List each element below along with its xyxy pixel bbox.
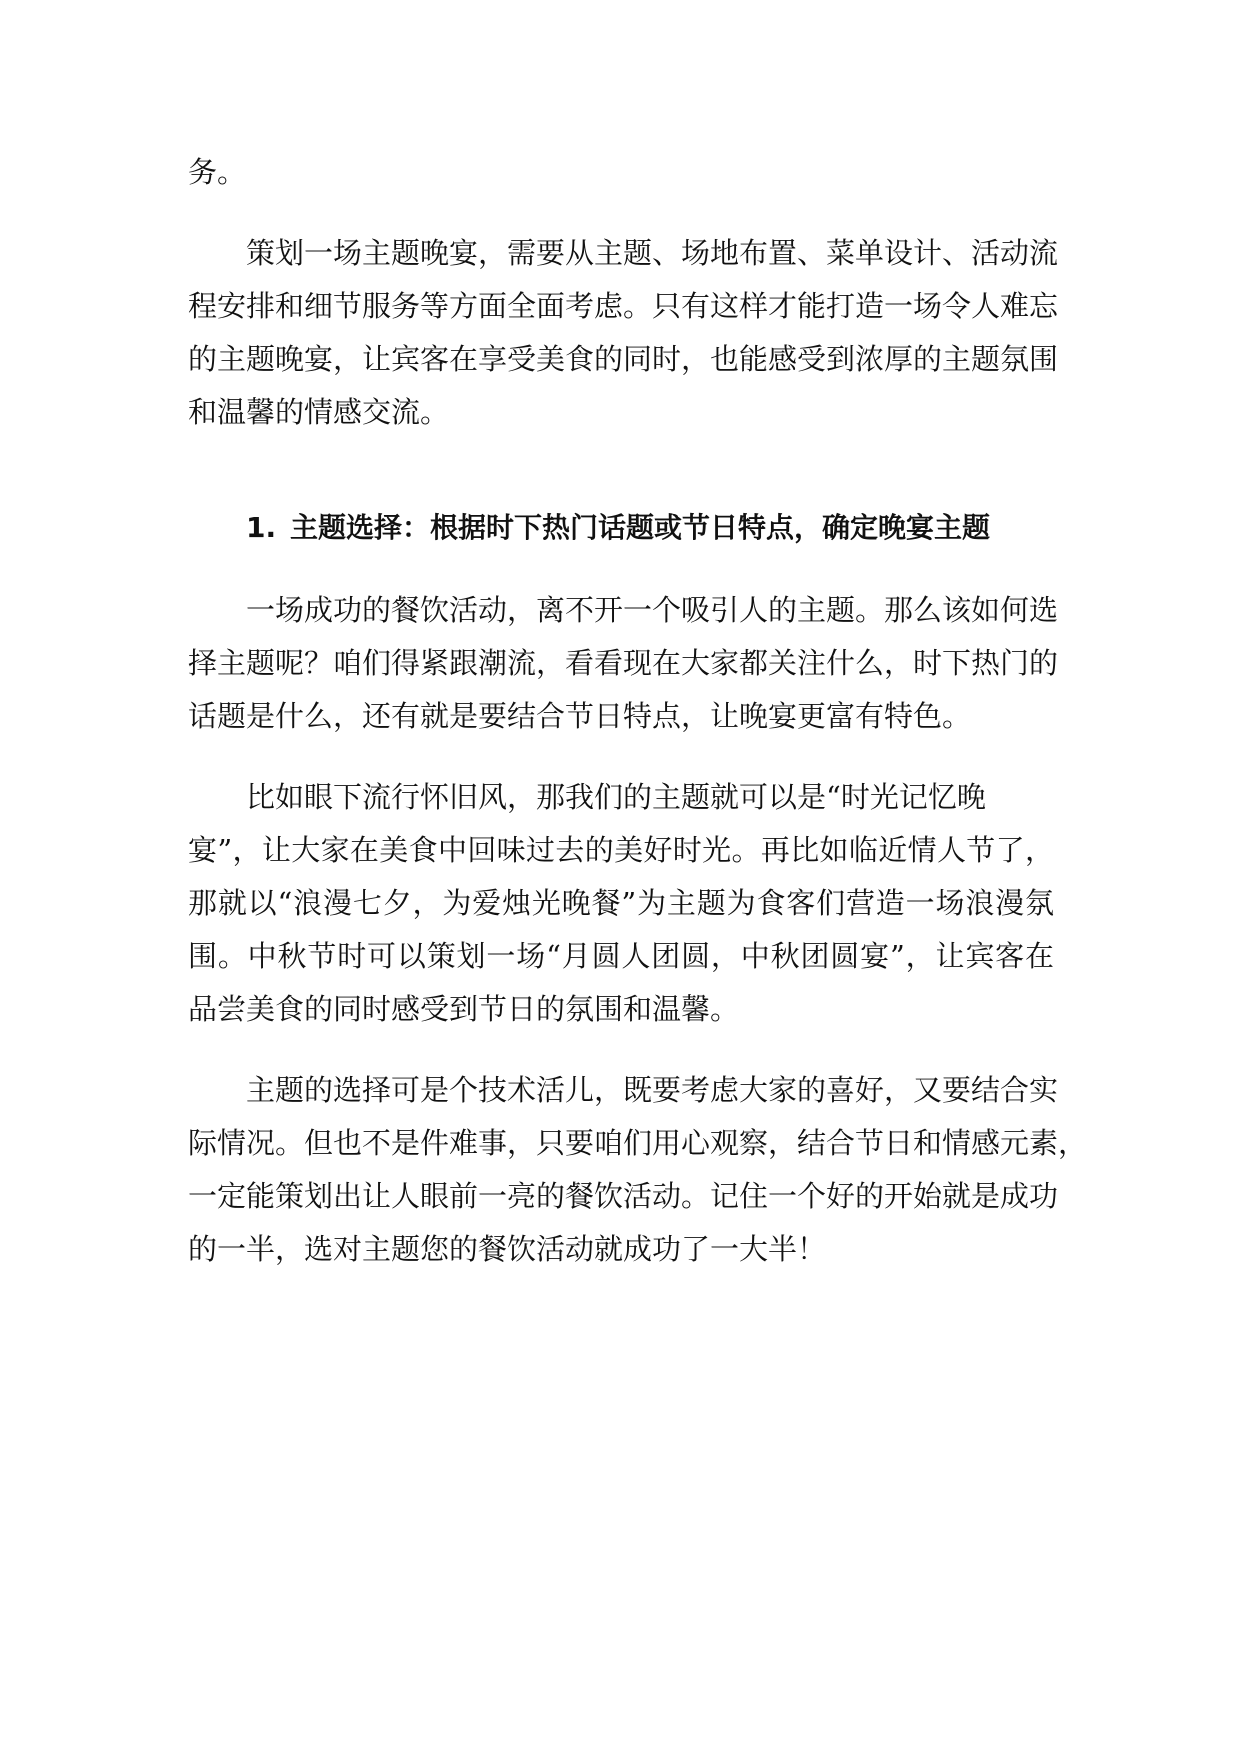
paragraph-line: 那就以“浪漫七夕，为爱烛光晚餐”为主题为食客们营造一场浪漫氛 bbox=[188, 886, 1054, 920]
paragraph-line: 和温馨的情感交流。 bbox=[188, 395, 450, 429]
paragraph-line: 围。中秋节时可以策划一场“月圆人团圆，中秋团圆宴”，让宾客在 bbox=[188, 939, 1054, 973]
section-heading-number: 1. bbox=[246, 511, 277, 544]
paragraph-line: 的一半，选对主题您的餐饮活动就成功了一大半！ bbox=[188, 1232, 827, 1266]
section-heading-text: 主题选择：根据时下热门话题或节日特点，确定晚宴主题 bbox=[290, 511, 991, 544]
paragraph-line: 一定能策划出让人眼前一亮的餐饮活动。记住一个好的开始就是成功 bbox=[188, 1179, 1059, 1213]
section-paragraph-intro bbox=[188, 584, 1059, 743]
paragraph-line: 话题是什么，还有就是要结合节日特点，让晚宴更富有特色。 bbox=[188, 699, 972, 733]
paragraph-line: 比如眼下流行怀旧风，那我们的主题就可以是“时光记忆晚 bbox=[246, 780, 986, 814]
paragraph-line: 主题的选择可是个技术活儿，既要考虑大家的喜好，又要结合实 bbox=[246, 1073, 1059, 1107]
section-paragraph-conclusion bbox=[188, 1064, 1088, 1276]
paragraph-line: 择主题呢？咱们得紧跟潮流，看看现在大家都关注什么，时下热门的 bbox=[188, 646, 1059, 680]
paragraph-line: 一场成功的餐饮活动，离不开一个吸引人的主题。那么该如何选 bbox=[246, 593, 1059, 627]
paragraph-continuation: 务。 bbox=[188, 155, 247, 189]
paragraph-line: 际情况。但也不是件难事，只要咱们用心观察，结合节日和情感元素， bbox=[188, 1126, 1088, 1160]
paragraph-summary bbox=[188, 227, 1059, 439]
paragraph-line: 品尝美食的同时感受到节日的氛围和温馨。 bbox=[188, 992, 740, 1026]
section-heading bbox=[188, 501, 1054, 554]
paragraph-line: 程安排和细节服务等方面全面考虑。只有这样才能打造一场令人难忘 bbox=[188, 289, 1059, 323]
paragraph-line: 宴”，让大家在美食中回味过去的美好时光。再比如临近情人节了， bbox=[188, 833, 1054, 867]
paragraph-line: 的主题晚宴，让宾客在享受美食的同时，也能感受到浓厚的主题氛围 bbox=[188, 342, 1059, 376]
document-body bbox=[188, 146, 1088, 1276]
paragraph-line: 策划一场主题晚宴，需要从主题、场地布置、菜单设计、活动流 bbox=[246, 236, 1059, 270]
section-paragraph-examples bbox=[188, 771, 1054, 1036]
